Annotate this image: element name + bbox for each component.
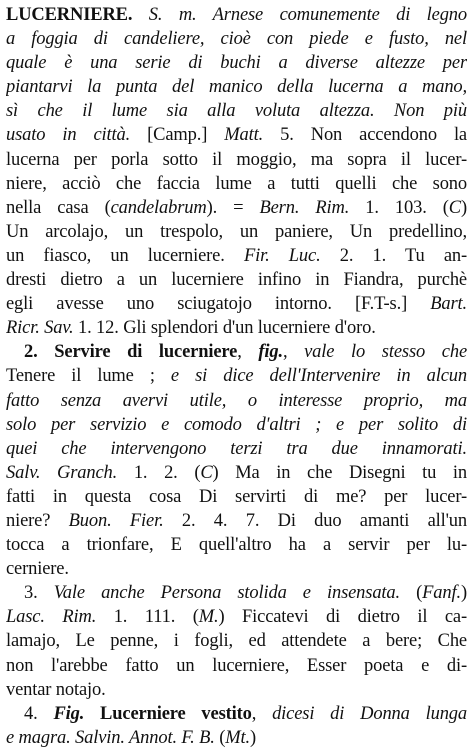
text-line (6, 196, 467, 220)
italic-text: usato in città. (6, 125, 131, 146)
text-line (6, 557, 467, 581)
italic-text: sì che il lume sia alla voluta altezza. Non più (6, 101, 467, 122)
text-line (6, 629, 467, 653)
text: 1. 12. Gli splendori d'un lucerniere d'oro. (73, 318, 376, 339)
text-line (6, 123, 467, 147)
bold-text: Fig. (53, 703, 85, 724)
text-line (6, 268, 467, 292)
italic-text: M. (198, 607, 219, 628)
text: non l'arebbe fatto un lucerniere, Esser poeta e di- (6, 655, 467, 676)
text-line (6, 244, 467, 268)
italic-text: dicesi di Donna lunga (272, 703, 467, 724)
text-line (6, 509, 467, 533)
text: ) (460, 197, 467, 218)
text: ( (400, 583, 423, 604)
italic-text: quale è una serie di buchi a diverse altezze per (6, 53, 467, 74)
italic-text: vale lo stesso che (304, 342, 467, 363)
text: 2. 4. 7. Di duo amanti all'un (163, 510, 467, 531)
text-line (6, 172, 467, 196)
italic-text: Bern. Rim. (259, 197, 350, 218)
text: Un arcolajo, un trespolo, un paniere, Un predellino, (6, 221, 467, 242)
text-line (6, 461, 467, 485)
bold-text: 2. Servire di lucerniere (24, 342, 238, 363)
text-line (6, 316, 467, 340)
text-line (6, 3, 467, 27)
text-line (6, 75, 467, 99)
text: 1. 111. ( (96, 607, 199, 628)
text: Tenere il lume ; (6, 366, 171, 387)
text: egli avesse uno sciugatojo intorno. [F.T-s.] (6, 294, 431, 315)
italic-text: Matt. (224, 125, 264, 146)
text-line (6, 581, 467, 605)
italic-text: C (200, 462, 213, 483)
bold-text: Lucerniere vestito (84, 703, 252, 724)
text-line (6, 485, 467, 509)
text-line (6, 340, 467, 364)
italic-text: piantarvi la punta del manico della lucerna a mano, (6, 77, 467, 98)
dictionary-entry-lucerniere (6, 3, 467, 750)
text-line (6, 148, 467, 172)
italic-text: candelabrum (110, 197, 207, 218)
text: , (237, 342, 259, 363)
text: niere? (6, 510, 69, 531)
italic-text: e si dice dell'Intervenire in alcun (170, 366, 467, 387)
italic-text: Vale anche Persona stolida e insensata. (53, 583, 400, 604)
text: ) (460, 583, 467, 604)
text: 1. 2. ( (117, 462, 201, 483)
italic-text: Fanf. (422, 583, 461, 604)
italic-text: Bart. (430, 294, 467, 315)
italic-text: a foggia di candeliere, cioè con piede e fusto, nel (6, 29, 467, 50)
text-line (6, 292, 467, 316)
text-line (6, 726, 467, 750)
italic-text: Buon. Fier. (68, 510, 164, 531)
text: 3. (24, 583, 54, 604)
text-line (6, 413, 467, 437)
text: , (251, 703, 273, 724)
text-line (6, 605, 467, 629)
text: fatti in questa cosa Di servirti di me? per lucer- (6, 486, 467, 507)
bold-text: fig. (258, 342, 283, 363)
text: 1. 103. ( (349, 197, 449, 218)
text-line (6, 51, 467, 75)
text: ( (214, 727, 226, 748)
text-line (6, 220, 467, 244)
italic-text: Ricr. Sav. (6, 318, 74, 339)
text-line (6, 678, 467, 702)
text-line (6, 389, 467, 413)
text: lucerna per porla sotto il moggio, ma sopra il lucer- (6, 149, 467, 170)
text: nella casa ( (6, 197, 111, 218)
text-line (6, 437, 467, 461)
text: ). = (206, 197, 260, 218)
bold-text: LUCERNIERE. (6, 5, 133, 25)
italic-text: Mt. (225, 727, 250, 748)
text: 4. (24, 703, 54, 724)
text-line (6, 533, 467, 557)
text: 2. 1. Tu an- (320, 245, 467, 266)
text: un fiasco, un lucerniere. (6, 245, 244, 266)
text: [Camp.] (130, 125, 225, 146)
italic-text: Salv. Granch. (6, 462, 118, 483)
text: , (282, 342, 305, 363)
text-line (6, 27, 467, 51)
text: tocca a trionfare, E quell'altro ha a servir per lu- (6, 535, 467, 556)
text: dresti dietro a un lucerniere infino in Fiandra, purchè (6, 270, 467, 291)
text: cerniere. (6, 559, 69, 580)
italic-text: quei che intervengono terzi tra due innamorati. (6, 438, 467, 459)
italic-text: S. m. Arnese comunemente di legno (132, 5, 467, 25)
text: ) (249, 727, 256, 748)
text: ) Ma in che Disegni tu in (212, 462, 467, 483)
text: lamajo, Le penne, i fogli, ed attendete a bere; Che (6, 631, 467, 652)
text-line (6, 364, 467, 388)
text-line (6, 654, 467, 678)
italic-text: Fir. Luc. (243, 245, 321, 266)
italic-text: Lasc. Rim. (6, 607, 97, 628)
text: ) Ficcatevi di dietro il ca- (218, 607, 467, 628)
italic-text: fatto senza avervi utile, o interesse proprio, ma (6, 390, 467, 411)
text: niere, acciò che faccia lume a tutti quelli che sono (6, 173, 467, 194)
italic-text: C (448, 197, 461, 218)
text: ventar notajo. (6, 679, 106, 700)
text-line (6, 99, 467, 123)
text: 5. Non accendono la (263, 125, 467, 146)
text-line (6, 702, 467, 726)
italic-text: e magra. Salvin. Annot. F. B. (6, 727, 215, 748)
italic-text: solo per servizio e comodo d'altri ; e per solito di (6, 414, 467, 435)
